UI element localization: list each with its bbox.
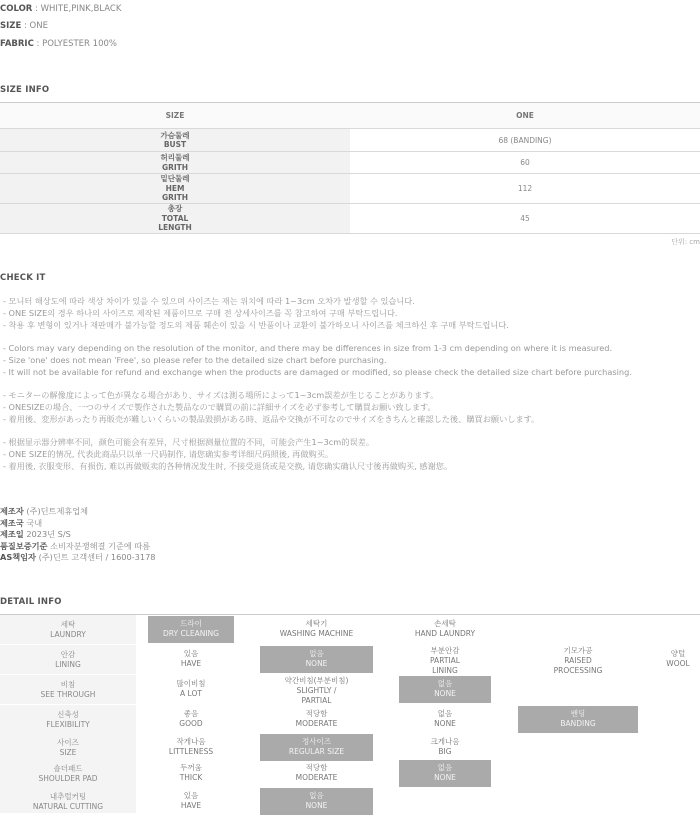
size-row-label-line: BUST [163, 140, 187, 149]
size-row [0, 129, 700, 152]
note-line: - 根据显示器分辨率不同，颜色可能会有差异，尺寸根据测量位置的不同，可能会产生1~3cm的误差。 [3, 437, 375, 447]
size-row-label-line: HEM [165, 183, 185, 193]
detail-option-line: PROCESSING [553, 666, 603, 675]
detail-option [399, 734, 491, 761]
detail-option [399, 616, 491, 643]
note-line: - モニターの解像度によって色が異なる場合があり、サイズは測る場所によって1~3cm誤差が生じることがあります。 [3, 390, 439, 400]
maker-label: AS책임자 [0, 552, 36, 563]
size-table [0, 102, 700, 234]
note-line: - 착용 후 변형이 있거나 재판매가 불가능할 정도의 제품 훼손이 있을 시 반품이나 교환이 불가하오니 사이즈를 체크하신 후 구매 부탁드립니다. [3, 319, 509, 330]
detail-option [260, 646, 373, 673]
detail-option-line: BANDING [560, 719, 596, 728]
maker-value: 국내 [23, 517, 43, 528]
size-header-label: SIZE [0, 103, 350, 129]
maker-value: 소비자분쟁해결 기준에 따름 [47, 540, 151, 551]
detail-option-line: 부분안감 [430, 646, 460, 655]
detail-option-line: 좋음 [183, 709, 199, 718]
detail-option [260, 788, 373, 815]
detail-option-line: 드라이 [180, 619, 202, 628]
detail-option-line: HAVE [180, 801, 202, 810]
detail-option [518, 706, 638, 733]
detail-option-line: 없음 [437, 709, 453, 718]
maker-line [0, 518, 156, 530]
detail-option [148, 760, 234, 787]
size-header-value: ONE [350, 103, 700, 129]
note-line: - Colors may vary depending on the resolution of the monitor, and there may be differences in size from 1-3 cm depending on where it is measured. [3, 343, 613, 353]
detail-option-line: RAISED [564, 656, 592, 665]
detail-option-line: LITTLENESS [168, 747, 214, 756]
meta-line [0, 4, 121, 14]
maker-line [0, 506, 156, 518]
detail-option-line: MODERATE [295, 719, 338, 728]
size-row-label [0, 174, 350, 204]
detail-row-label [0, 705, 136, 734]
size-row-label-line: GRITH [161, 193, 189, 203]
meta-line [0, 39, 117, 49]
detail-row-label [0, 615, 136, 644]
maker-label: 제조일 [0, 529, 24, 540]
detail-option [399, 760, 491, 787]
detail-option [260, 616, 373, 643]
detail-row-label [0, 787, 136, 813]
detail-option-line: GOOD [179, 719, 203, 728]
detail-option-line: 없음 [437, 679, 453, 688]
maker-label: 제조국 [0, 517, 24, 528]
detail-option-line: 정사이즈 [302, 737, 331, 746]
detail-option [399, 646, 491, 673]
detail-option-line: 없음 [309, 791, 324, 800]
detail-option [148, 788, 234, 815]
note-line: - Size 'one' does not mean 'Free', so please refer to the detailed size chart before purchasing. [3, 354, 387, 365]
detail-label-line: LAUNDRY [50, 630, 86, 639]
detail-label-line: NATURAL CUTTING [32, 802, 104, 811]
detail-row-label [0, 733, 136, 762]
unit-label: 단위: cm [671, 238, 700, 246]
size-table-header [0, 103, 700, 129]
detail-option-line: NONE [305, 801, 328, 810]
detail-option-line: 작게나옴 [176, 737, 206, 746]
detail-option-line: 손세탁 [434, 619, 456, 628]
detail-row-label [0, 675, 136, 704]
detail-option [148, 646, 234, 673]
detail-option [148, 676, 234, 703]
detail-option-line: 적당함 [305, 709, 328, 718]
note-line: - 着用後、変形があったり再販売が難しいくらいの製品毀損がある時、返品や交換が不可なのでサイズをきちんと確認した後、購買お願いします。 [3, 413, 540, 424]
detail-label-line: 세탁 [60, 620, 76, 629]
detail-option-line: NONE [434, 689, 456, 698]
detail-label-line: LINING [55, 660, 81, 669]
maker-line [0, 529, 156, 541]
maker-info [0, 506, 156, 564]
maker-value: (주)딘트제휴업체 [23, 506, 89, 516]
detail-label-line: SHOULDER PAD [38, 774, 98, 783]
detail-row-label [0, 759, 136, 788]
detail-option [399, 676, 491, 703]
detail-label-line: 안감 [60, 650, 76, 659]
detail-option-line: 양털 [670, 649, 686, 658]
maker-value: 2023년 S/S [23, 529, 71, 540]
detail-option-line: NONE [305, 659, 328, 668]
size-row [0, 174, 700, 204]
maker-label: 품질보증기준 [0, 540, 48, 551]
meta-value: : ONE [21, 21, 48, 31]
size-info-title: SIZE INFO [0, 85, 50, 95]
check-it-title: CHECK IT [0, 273, 46, 283]
detail-option [148, 706, 234, 733]
size-row-label [0, 204, 350, 234]
detail-option-line: BIG [438, 747, 452, 756]
size-row-value: 112 [350, 174, 700, 204]
detail-option [260, 676, 373, 703]
note-line: - 着用後, 衣服变形、有损伤, 难以再做贩卖的各种情况发生时, 不接受退货或是交换, 请您确实确认尺寸後再做购买, 感谢您。 [3, 460, 453, 471]
meta-label: COLOR [0, 4, 33, 14]
detail-option [518, 646, 638, 673]
size-row-label-line: 가슴둘레 [160, 130, 190, 140]
note-line: - 모니터 해상도에 따라 색상 차이가 있을 수 있으며 사이즈는 재는 위치에 따라 1~3cm 오차가 발생할 수 있습니다. [3, 296, 415, 306]
note-line: - ONE SIZE의 경우 하나의 사이즈로 제작된 제품이므로 구매 전 상세사이즈를 꼭 참고하여 구매 부탁드립니다. [3, 307, 398, 318]
maker-value: (주)딘트 고객센터 / 1600-3178 [35, 552, 156, 563]
detail-option-line: 세탁기 [305, 619, 328, 628]
meta-label: SIZE [0, 21, 22, 31]
detail-option-line: 약간비침(부분비침) [284, 676, 349, 685]
detail-label-line: SEE THROUGH [40, 690, 96, 699]
detail-option [260, 706, 373, 733]
detail-option-line: NONE [434, 719, 456, 728]
detail-option-line: 많이비침 [176, 679, 206, 688]
detail-option-line: DRY CLEANING [162, 629, 219, 638]
detail-option-line: SLIGHTLY / [296, 686, 337, 695]
size-row-label-line: 총장 [167, 204, 183, 214]
note-line: - It will not be available for refund and exchange when the products are damaged or modified, so please check the detailed size chart before purchasing. [3, 366, 632, 377]
detail-label-line: 내추럴커팅 [49, 792, 87, 801]
detail-option [148, 734, 234, 761]
size-row-value: 68 (BANDING) [350, 129, 700, 152]
detail-option-line: 밴딩 [570, 709, 586, 718]
maker-line [0, 541, 156, 553]
detail-option [399, 706, 491, 733]
maker-line [0, 552, 156, 564]
meta-value: : POLYESTER 100% [33, 39, 117, 49]
size-row-label-line: 허리둘레 [160, 153, 190, 162]
detail-option-line: WOOL [666, 659, 690, 668]
meta-line [0, 21, 48, 31]
detail-option-line: MODERATE [295, 773, 338, 782]
size-row-label-line: TOTAL [161, 213, 189, 223]
size-row-value: 60 [350, 152, 700, 174]
detail-option-line: 기모가공 [563, 646, 593, 655]
detail-option [260, 734, 373, 761]
meta-value: : WHITE,PINK,BLACK [32, 4, 122, 14]
detail-option-line: PARTIAL [301, 696, 332, 705]
detail-label-line: 신축성 [57, 710, 79, 719]
detail-info-grid [0, 614, 700, 811]
maker-label: 제조자 [0, 506, 24, 516]
detail-row-label [0, 645, 136, 674]
detail-option-line: 크게나옴 [430, 737, 460, 746]
detail-option-line: 적당함 [305, 763, 328, 772]
detail-option-line: 두꺼움 [180, 763, 202, 772]
detail-option [656, 646, 700, 673]
meta-label: FABRIC [0, 39, 34, 49]
detail-option-line: HAND LAUNDRY [414, 629, 476, 638]
detail-label-line: 숄더패드 [53, 764, 83, 773]
detail-option-line: 있음 [183, 649, 199, 658]
detail-label-line: 비침 [60, 680, 76, 689]
detail-option-line: PARTIAL [430, 656, 460, 665]
detail-option-line: HAVE [180, 659, 202, 668]
size-row-label [0, 152, 350, 174]
detail-label-line: SIZE [59, 748, 77, 757]
detail-option-line: THICK [179, 773, 203, 782]
size-row-label [0, 129, 350, 152]
detail-label-line: FLEXIBILITY [46, 720, 90, 729]
detail-option-line: 없음 [309, 649, 324, 658]
note-line: - ONE SIZE的情况, 代表此商品只以单一尺码制作, 请您确实参考详细尺码照後, 再做购买。 [3, 448, 334, 459]
detail-option-line: 있음 [183, 791, 199, 800]
detail-option-line: LINING [432, 666, 458, 675]
size-row [0, 152, 700, 174]
detail-label-line: 사이즈 [57, 738, 79, 747]
detail-option-line: REGULAR SIZE [288, 747, 345, 756]
detail-option-line: WASHING MACHINE [279, 629, 354, 638]
detail-info-title: DETAIL INFO [0, 597, 62, 607]
detail-option [148, 616, 234, 643]
detail-option [260, 760, 373, 787]
detail-option-line: 없음 [437, 763, 453, 772]
detail-option-line: NONE [434, 773, 456, 782]
size-row [0, 204, 700, 234]
size-row-label-line: LENGTH [158, 223, 192, 233]
detail-option-line: A LOT [180, 689, 202, 698]
size-row-label-line: GRITH [161, 162, 189, 172]
note-line: - ONESIZEの場合、一つのサイズで製作された製品なので購買の前に詳細サイズを必ず参考して購買お願い致します。 [3, 401, 436, 412]
size-row-value: 45 [350, 204, 700, 234]
size-row-label-line: 밑단둘레 [160, 174, 190, 184]
